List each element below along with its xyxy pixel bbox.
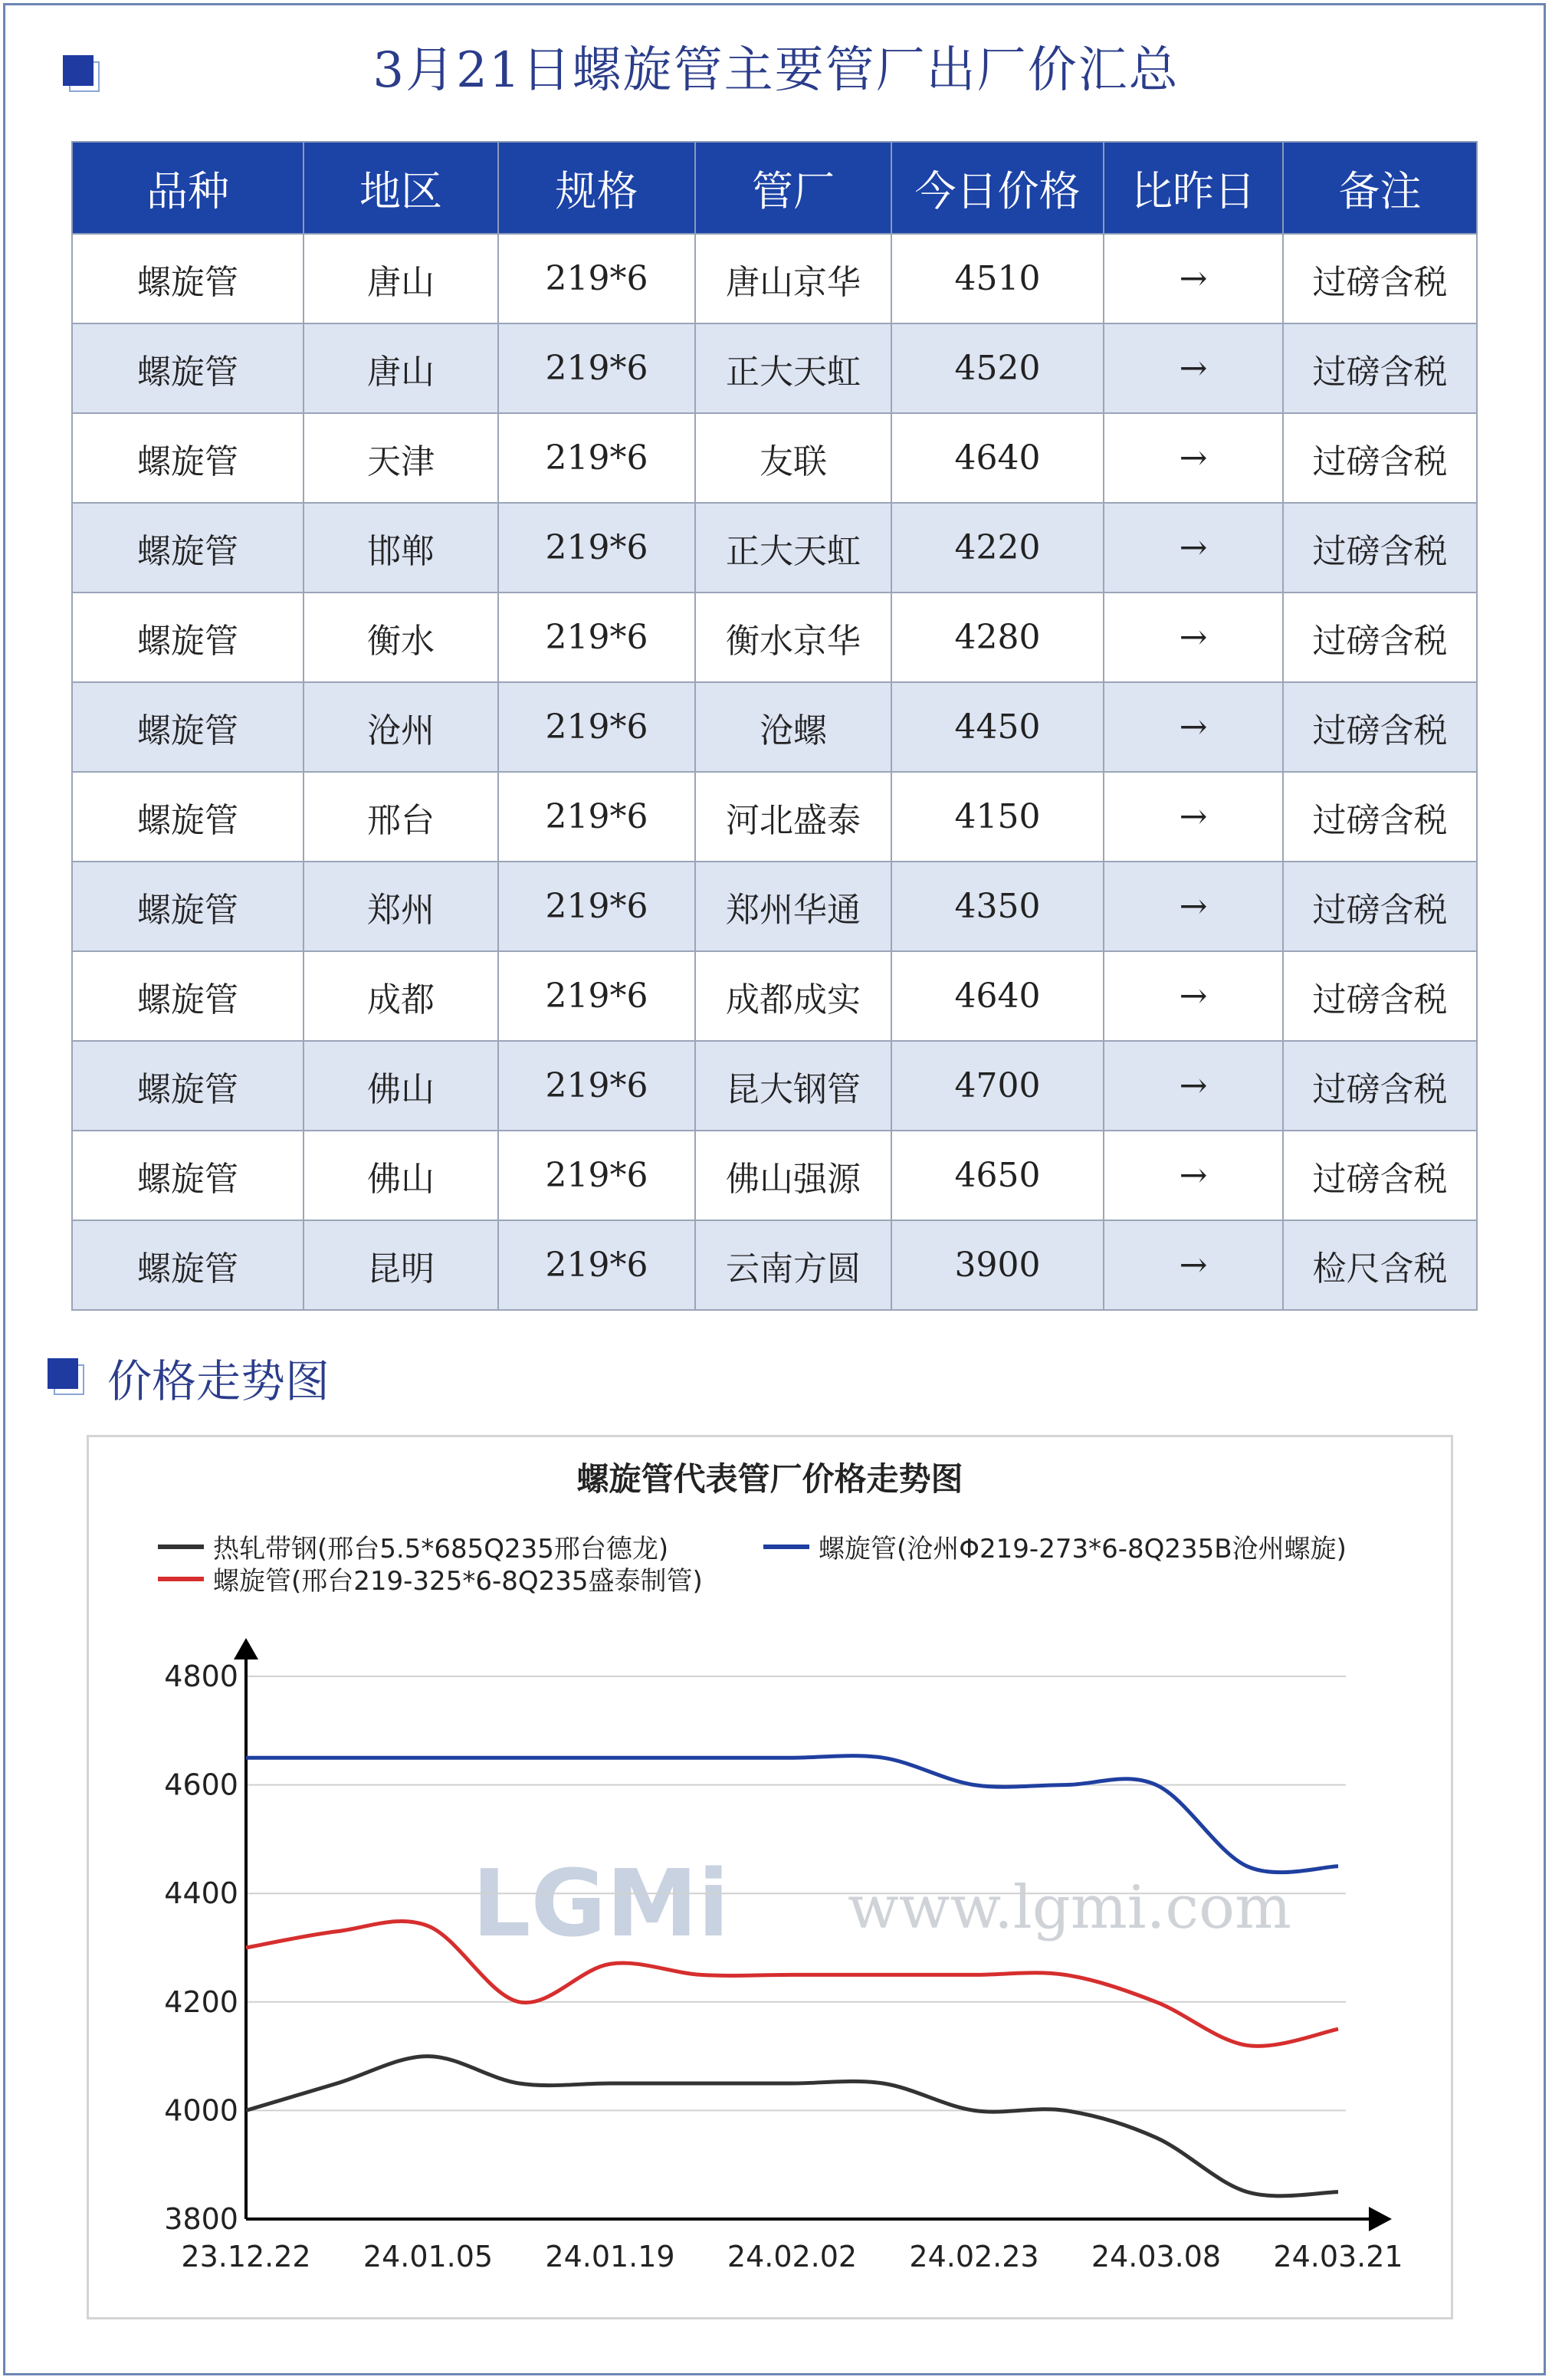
- x-tick-label: 23.12.22: [181, 2240, 311, 2273]
- cell-region: 唐山: [304, 323, 498, 413]
- cell-price: 4510: [891, 234, 1104, 323]
- cell-region: 唐山: [304, 234, 498, 323]
- section-title: 价格走势图: [107, 1355, 330, 1407]
- cell-change: →: [1104, 951, 1283, 1041]
- table-row: [72, 323, 1477, 413]
- cell-mill: 昆大钢管: [695, 1041, 891, 1131]
- cell-region: 昆明: [304, 1220, 498, 1310]
- cell-mill: 佛山强源: [695, 1131, 891, 1220]
- page-title: 3月21日螺旋管主要管厂出厂价汇总: [372, 42, 1180, 99]
- cell-region: 佛山: [304, 1131, 498, 1220]
- cell-spec: 219*6: [498, 1131, 695, 1220]
- cell-mill: 正大天虹: [695, 503, 891, 593]
- cell-price: 4350: [891, 862, 1104, 951]
- cell-spec: 219*6: [498, 1041, 695, 1131]
- chart-plot: [89, 1437, 1451, 2317]
- cell-change: →: [1104, 1041, 1283, 1131]
- x-tick-label: 24.02.23: [909, 2240, 1039, 2273]
- y-tick-label: 3800: [164, 2202, 238, 2236]
- cell-mill: 河北盛泰: [695, 772, 891, 862]
- cell-change: →: [1104, 682, 1283, 772]
- x-tick-label: 24.01.05: [363, 2240, 494, 2273]
- table-row: [72, 1220, 1477, 1310]
- cell-change: →: [1104, 1220, 1283, 1310]
- cell-spec: 219*6: [498, 682, 695, 772]
- cell-variety: 螺旋管: [72, 593, 304, 682]
- watermark-logo: LGMi: [472, 1851, 730, 1958]
- header-price: 今日价格: [891, 142, 1104, 234]
- cell-spec: 219*6: [498, 413, 695, 503]
- cell-change: →: [1104, 323, 1283, 413]
- cell-note: 过磅含税: [1283, 503, 1477, 593]
- cell-variety: 螺旋管: [72, 1220, 304, 1310]
- table-row: [72, 234, 1477, 323]
- cell-variety: 螺旋管: [72, 1041, 304, 1131]
- cell-variety: 螺旋管: [72, 234, 304, 323]
- y-tick-label: 4200: [164, 1984, 238, 2019]
- trend-chart: [87, 1435, 1453, 2319]
- cell-price: 3900: [891, 1220, 1104, 1310]
- cell-price: 4640: [891, 951, 1104, 1041]
- cell-mill: 正大天虹: [695, 323, 891, 413]
- cell-change: →: [1104, 593, 1283, 682]
- cell-region: 成都: [304, 951, 498, 1041]
- y-tick-label: 4600: [164, 1768, 238, 1802]
- x-tick-label: 24.01.19: [545, 2240, 675, 2273]
- series-line: [246, 1756, 1338, 1873]
- y-tick-label: 4400: [164, 1876, 238, 1911]
- cell-spec: 219*6: [498, 862, 695, 951]
- x-tick-label: 24.02.02: [727, 2240, 858, 2273]
- cell-region: 衡水: [304, 593, 498, 682]
- cell-note: 过磅含税: [1283, 682, 1477, 772]
- cell-mill: 云南方圆: [695, 1220, 891, 1310]
- cell-variety: 螺旋管: [72, 323, 304, 413]
- cell-variety: 螺旋管: [72, 951, 304, 1041]
- cell-spec: 219*6: [498, 772, 695, 862]
- cell-note: 过磅含税: [1283, 951, 1477, 1041]
- cell-spec: 219*6: [498, 593, 695, 682]
- cell-variety: 螺旋管: [72, 682, 304, 772]
- cell-price: 4700: [891, 1041, 1104, 1131]
- table-row: [72, 1041, 1477, 1131]
- table-row: [72, 413, 1477, 503]
- cell-mill: 成都成实: [695, 951, 891, 1041]
- cell-spec: 219*6: [498, 951, 695, 1041]
- cell-note: 过磅含税: [1283, 234, 1477, 323]
- table-row: [72, 593, 1477, 682]
- cell-note: 过磅含税: [1283, 1131, 1477, 1220]
- table-row: [72, 951, 1477, 1041]
- cell-note: 过磅含税: [1283, 862, 1477, 951]
- watermark-url: www.lgmi.com: [848, 1873, 1292, 1942]
- header-mill: 管厂: [695, 142, 891, 234]
- x-tick-label: 24.03.08: [1091, 2240, 1222, 2273]
- legend-label: 螺旋管(邢台219-325*6-8Q235盛泰制管): [213, 1566, 703, 1597]
- cell-mill: 沧螺: [695, 682, 891, 772]
- cell-mill: 唐山京华: [695, 234, 891, 323]
- cell-mill: 衡水京华: [695, 593, 891, 682]
- cell-change: →: [1104, 1131, 1283, 1220]
- cell-region: 佛山: [304, 1041, 498, 1131]
- x-axis-arrow-icon: [1369, 2207, 1392, 2231]
- cell-variety: 螺旋管: [72, 413, 304, 503]
- table-row: [72, 862, 1477, 951]
- cell-price: 4150: [891, 772, 1104, 862]
- cell-region: 沧州: [304, 682, 498, 772]
- cell-price: 4280: [891, 593, 1104, 682]
- cell-change: →: [1104, 413, 1283, 503]
- cell-region: 邢台: [304, 772, 498, 862]
- cell-spec: 219*6: [498, 503, 695, 593]
- cell-change: →: [1104, 772, 1283, 862]
- cell-note: 过磅含税: [1283, 1041, 1477, 1131]
- table-row: [72, 1131, 1477, 1220]
- header-note: 备注: [1283, 142, 1477, 234]
- cell-region: 邯郸: [304, 503, 498, 593]
- cell-variety: 螺旋管: [72, 862, 304, 951]
- x-tick-label: 24.03.21: [1273, 2240, 1403, 2273]
- cell-change: →: [1104, 234, 1283, 323]
- cell-price: 4650: [891, 1131, 1104, 1220]
- cell-variety: 螺旋管: [72, 503, 304, 593]
- cell-mill: 友联: [695, 413, 891, 503]
- header-change: 比昨日: [1104, 142, 1283, 234]
- cell-region: 天津: [304, 413, 498, 503]
- cell-spec: 219*6: [498, 1220, 695, 1310]
- cell-spec: 219*6: [498, 323, 695, 413]
- price-table: [71, 141, 1478, 1311]
- cell-price: 4520: [891, 323, 1104, 413]
- cell-note: 过磅含税: [1283, 772, 1477, 862]
- y-tick-label: 4000: [164, 2093, 238, 2128]
- legend-label: 热轧带钢(邢台5.5*685Q235邢台德龙): [213, 1534, 669, 1564]
- legend-label: 螺旋管(沧州Φ219-273*6-8Q235B沧州螺旋): [819, 1534, 1347, 1564]
- header-variety: 品种: [72, 142, 304, 234]
- cell-price: 4640: [891, 413, 1104, 503]
- cell-change: →: [1104, 503, 1283, 593]
- cell-mill: 郑州华通: [695, 862, 891, 951]
- cell-note: 检尺含税: [1283, 1220, 1477, 1310]
- cell-variety: 螺旋管: [72, 1131, 304, 1220]
- table-row: [72, 682, 1477, 772]
- header-region: 地区: [304, 142, 498, 234]
- table-header-row: [72, 142, 1477, 234]
- y-axis-arrow-icon: [234, 1638, 258, 1659]
- cell-change: →: [1104, 862, 1283, 951]
- cell-variety: 螺旋管: [72, 772, 304, 862]
- cell-spec: 219*6: [498, 234, 695, 323]
- header-spec: 规格: [498, 142, 695, 234]
- cell-price: 4220: [891, 503, 1104, 593]
- cell-region: 郑州: [304, 862, 498, 951]
- chart-title: 螺旋管代表管厂价格走势图: [576, 1460, 963, 1498]
- series-line: [246, 2057, 1338, 2196]
- table-row: [72, 772, 1477, 862]
- cell-note: 过磅含税: [1283, 323, 1477, 413]
- cell-note: 过磅含税: [1283, 413, 1477, 503]
- table-row: [72, 503, 1477, 593]
- cell-note: 过磅含税: [1283, 593, 1477, 682]
- y-tick-label: 4800: [164, 1659, 238, 1693]
- cell-price: 4450: [891, 682, 1104, 772]
